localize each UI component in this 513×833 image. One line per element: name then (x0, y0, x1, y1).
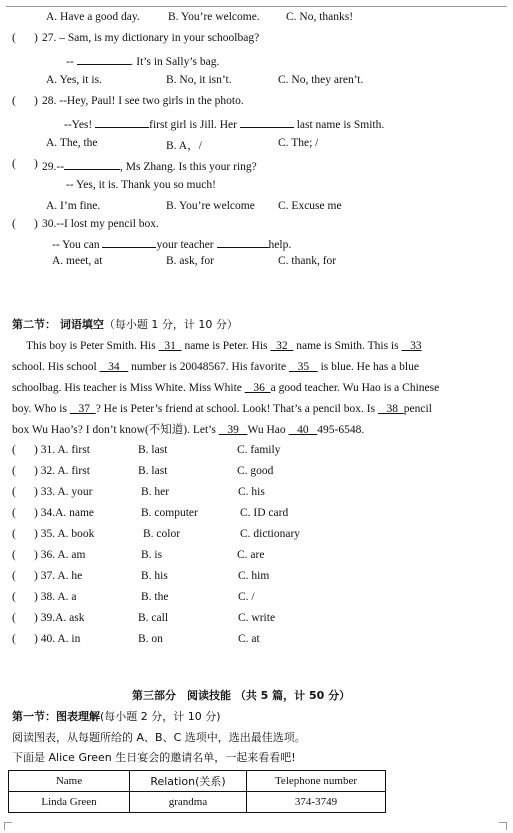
answer-paren-open: ( (12, 591, 16, 603)
table-cell-relation: grandma (130, 792, 247, 813)
q29-reply: -- Yes, it is. Thank you so much! (66, 179, 216, 191)
frame-top-line (6, 6, 507, 7)
passage-line-1 (26, 339, 422, 353)
answer-paren-close: ) (34, 218, 38, 230)
option-c: C. dictionary (240, 528, 301, 540)
question-number: ) 38. A. a (34, 591, 77, 603)
q28-reply-start: --Yes! (64, 119, 93, 131)
passage-text: boy. Who is (12, 403, 67, 415)
part3-instructions: 阅读图表，从每题所给的 A、B、C 选项中，选出最佳选项。 (12, 731, 306, 744)
blank-number[interactable] (270, 340, 293, 352)
option-c: C. family (237, 444, 281, 456)
q30-reply (52, 236, 291, 252)
answer-paren-open: ( (12, 528, 16, 540)
answer-blank[interactable] (217, 236, 269, 248)
q30-reply-start: -- You can (52, 239, 100, 251)
passage-text: a good teacher. Wu Hao is a Chinese (270, 382, 440, 394)
question-number: ) 33. A. your (34, 486, 93, 498)
passage-text: is blue. He has a blue (320, 361, 419, 373)
blank-number[interactable] (378, 403, 404, 415)
q30-reply-end: help. (268, 239, 292, 251)
q29-option-b: B. You’re welcome (166, 200, 255, 212)
q26-option-a: A. Have a good day. (46, 11, 140, 23)
q27-reply-text: . It’s in Sally’s bag. (130, 56, 220, 68)
blank-number[interactable] (401, 340, 421, 352)
passage-text: name is Peter. His (184, 340, 268, 352)
answer-paren-open: ( (12, 218, 16, 230)
blank-number[interactable] (159, 340, 182, 352)
question-number: ) 37. A. he (34, 570, 83, 582)
question-number: ) 39.A. ask (34, 612, 85, 624)
part3-sub-scoring: (每小题 2 分，计 10 分) (100, 710, 221, 723)
answer-paren-open: ( (12, 465, 16, 477)
passage-text: ? He is Peter’s friend at school. Look! That’s a pencil box. Is (95, 403, 376, 415)
table-header-telephone: Telephone number (247, 771, 386, 792)
option-c: C. his (238, 486, 265, 498)
blank-number-text: 34 (108, 361, 120, 373)
answer-paren-open: ( (12, 32, 16, 44)
q29-option-c: C. Excuse me (278, 200, 342, 212)
passage-text: pencil (403, 403, 432, 415)
frame-corner-bottom-right-v (506, 822, 507, 830)
table-cell-telephone: 374-3749 (247, 792, 386, 813)
table-header-relation: Relation(关系) (130, 771, 247, 792)
q27-reply (66, 53, 219, 69)
option-b: B. color (143, 528, 181, 540)
q27-option-b: B. No, it isn’t. (166, 74, 232, 86)
section2-heading (12, 318, 238, 332)
blank-number[interactable] (100, 361, 129, 373)
blank-number-text: 36 (253, 382, 265, 394)
passage-text: 495-6548. (317, 424, 365, 436)
section2-title: 第二节： 词语填空 (12, 318, 104, 331)
answer-paren-open: ( (12, 95, 16, 107)
blank-number[interactable] (289, 361, 318, 373)
option-c: C. at (238, 633, 260, 645)
option-b: B. last (138, 444, 168, 456)
q29-stem-end: , Ms Zhang. Is this your ring? (120, 161, 257, 173)
option-b: B. her (141, 486, 170, 498)
option-c: C. write (238, 612, 276, 624)
option-b: B. on (138, 633, 163, 645)
passage-text: Wu Hao (247, 424, 286, 436)
q27-option-c: C. No, they aren’t. (278, 74, 364, 86)
q28-reply (64, 116, 384, 132)
blank-number-text: 37 (78, 403, 90, 415)
frame-corner-bottom-left-h (4, 822, 12, 823)
blank-number[interactable] (289, 424, 318, 436)
passage-text: school. His school (12, 361, 97, 373)
option-c: C. ID card (240, 507, 289, 519)
answer-blank[interactable] (77, 53, 131, 65)
q27-reply-dash: -- (66, 56, 74, 68)
frame-corner-bottom-right-h (499, 822, 507, 823)
answer-paren-open: ( (12, 444, 16, 456)
option-c: C. / (238, 591, 255, 603)
answer-blank[interactable] (95, 116, 149, 128)
q28-reply-end: last name is Smith. (296, 119, 385, 131)
blank-number[interactable] (219, 424, 248, 436)
question-number: ) 40. A. in (34, 633, 81, 645)
answer-paren-open: ( (12, 633, 16, 645)
q26-option-c: C. No, thanks! (286, 11, 354, 23)
blank-number-text: 33 (410, 340, 422, 352)
passage-line-2 (12, 360, 419, 374)
option-b: B. last (138, 465, 168, 477)
answer-blank[interactable] (64, 158, 120, 170)
option-b: B. the (141, 591, 169, 603)
table-header-name: Name (9, 771, 130, 792)
passage-text: name is Smith. This is (296, 340, 399, 352)
q30-option-a: A. meet, at (52, 255, 103, 267)
answer-paren-close: ) (34, 158, 38, 170)
option-c: C. good (237, 465, 274, 477)
q30-stem: 30.--I lost my pencil box. (42, 218, 159, 230)
q28-option-c: C. The; / (278, 137, 319, 149)
option-c: C. him (238, 570, 270, 582)
question-number: ) 31. A. first (34, 444, 90, 456)
q27-stem: 27. – Sam, is my dictionary in your schoolbag? (42, 32, 260, 44)
passage-text: number is 20048567. His favorite (131, 361, 287, 373)
question-number: ) 35. A. book (34, 528, 95, 540)
option-b: B. call (138, 612, 169, 624)
q28-option-a: A. The, the (46, 137, 98, 149)
question-number: ) 36. A. am (34, 549, 86, 561)
option-b: B. is (141, 549, 163, 561)
blank-number[interactable] (70, 403, 96, 415)
answer-blank[interactable] (240, 116, 294, 128)
part3-intro: 下面是 Alice Green 生日宴会的邀请名单，一起来看看吧! (12, 751, 296, 764)
q30-reply-mid: your teacher (156, 239, 214, 251)
passage-text: This boy is Peter Smith. His (26, 340, 156, 352)
passage-text: schoolbag. His teacher is Miss White. Miss White (12, 382, 242, 394)
answer-paren-close: ) (34, 32, 38, 44)
option-c: C. are (237, 549, 265, 561)
passage-text: box Wu Hao’s? I don’t know(不知道). Let’s (12, 424, 216, 436)
blank-number-text: 35 (297, 361, 310, 373)
answer-paren-open: ( (12, 612, 16, 624)
part3-sub-title: 第一节：图表理解 (12, 710, 100, 723)
q27-option-a: A. Yes, it is. (46, 74, 102, 86)
part3-subheading (12, 710, 221, 724)
option-b: B. his (141, 570, 168, 582)
q28-reply-mid: first girl is Jill. Her (149, 119, 237, 131)
q29-stem-start: 29.-- (42, 161, 65, 173)
answer-blank[interactable] (102, 236, 156, 248)
passage-line-4 (12, 402, 432, 416)
q28-stem: 28. --Hey, Paul! I see two girls in the photo. (42, 95, 244, 107)
blank-number-text: 31 (164, 340, 176, 352)
q30-option-c: C. thank, for (278, 255, 337, 267)
passage-line-3 (12, 381, 439, 395)
table-row (9, 792, 386, 813)
answer-paren-open: ( (12, 549, 16, 561)
invitation-table (8, 770, 386, 813)
answer-paren-open: ( (12, 570, 16, 582)
passage-line-5 (12, 423, 364, 437)
frame-corner-bottom-left-v (4, 822, 5, 830)
answer-paren-open: ( (12, 486, 16, 498)
blank-number-text: 38 (386, 403, 399, 415)
q26-option-b: B. You’re welcome. (168, 11, 260, 23)
q30-option-b: B. ask, for (166, 255, 214, 267)
blank-number-text: 32 (276, 340, 288, 352)
table-cell-name: Linda Green (9, 792, 130, 813)
q28-option-b: B. A，/ (166, 140, 202, 152)
q29-option-a: A. I’m fine. (46, 200, 101, 212)
answer-paren-close: ) (34, 95, 38, 107)
part3-title: 第三部分 阅读技能 （共 5 篇，计 50 分） (132, 689, 351, 702)
blank-number[interactable] (245, 382, 271, 394)
answer-paren-open: ( (12, 158, 16, 170)
question-number: ) 34.A. name (34, 507, 95, 519)
blank-number-text: 40 (297, 424, 309, 436)
table-header-row (9, 771, 386, 792)
answer-paren-open: ( (12, 507, 16, 519)
section2-scoring: （每小题 1 分，计 10 分） (103, 318, 238, 331)
question-number: ) 32. A. first (34, 465, 90, 477)
blank-number-text: 39 (227, 424, 239, 436)
option-b: B. computer (141, 507, 198, 519)
q29-stem (42, 158, 257, 174)
